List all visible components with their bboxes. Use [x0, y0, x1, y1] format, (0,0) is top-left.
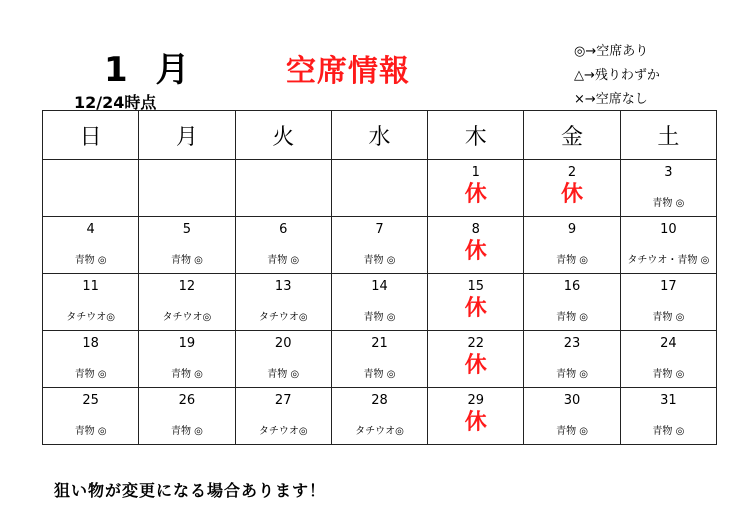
calendar-day-cell [43, 274, 139, 331]
seat-status: 青物 ◎ [267, 255, 300, 266]
as-of-date: 12/24時点 [74, 93, 157, 112]
day-number: 26 [178, 393, 196, 408]
seat-status: 青物 ◎ [74, 255, 107, 266]
seat-status: タチウオ◎ [258, 426, 308, 437]
seat-status: 青物 ◎ [363, 312, 396, 323]
calendar-day-cell [428, 331, 524, 388]
calendar-day-cell [331, 217, 427, 274]
weekday-header: 日 [43, 111, 139, 160]
day-number [43, 165, 138, 181]
calendar-day-cell [428, 160, 524, 217]
seat-status: 青物 ◎ [556, 312, 588, 323]
seat-status: 青物 ◎ [556, 369, 588, 380]
day-number: 21 [371, 336, 388, 351]
seat-status: 青物 ◎ [363, 255, 396, 266]
seat-status: 青物 ◎ [170, 426, 203, 437]
calendar-day-cell [524, 160, 620, 217]
seat-status: 青物 ◎ [652, 198, 685, 209]
closed-mark: 休 [464, 182, 487, 207]
seat-status: 青物 ◎ [267, 369, 300, 380]
calendar-day-cell [139, 331, 235, 388]
calendar-day-cell [43, 217, 139, 274]
seat-status: 青物 ◎ [652, 369, 685, 380]
closed-mark: 休 [464, 353, 487, 378]
calendar-week-row [43, 274, 717, 331]
calendar-day-cell [620, 274, 716, 331]
calendar-day-cell [43, 388, 139, 445]
calendar-day-cell [524, 217, 620, 274]
day-number: 8 [471, 222, 480, 237]
calendar-day-cell [235, 274, 331, 331]
weekday-header: 木 [428, 111, 524, 160]
calendar-day-cell [620, 217, 716, 274]
seat-status: タチウオ◎ [162, 312, 212, 323]
calendar-table [42, 110, 717, 445]
day-number: 25 [82, 393, 99, 408]
day-number: 6 [279, 222, 288, 237]
seat-status: タチウオ◎ [258, 312, 308, 323]
weekday-header: 土 [620, 111, 716, 160]
day-number: 17 [660, 279, 677, 294]
day-number: 22 [467, 336, 485, 351]
calendar-day-cell [331, 331, 427, 388]
day-number [236, 165, 331, 181]
calendar-week-row [43, 217, 717, 274]
seat-status: 青物 ◎ [170, 369, 203, 380]
day-number: 1 [471, 165, 480, 180]
closed-mark: 休 [464, 296, 487, 321]
day-number [139, 165, 234, 181]
day-number: 23 [563, 336, 581, 351]
seat-status: 青物 ◎ [170, 255, 203, 266]
day-number: 3 [664, 165, 673, 180]
seat-status: 青物 ◎ [363, 369, 396, 380]
month-heading: 1 月 [104, 50, 198, 90]
calendar-day-cell [620, 388, 716, 445]
seat-status: 青物 ◎ [556, 426, 588, 437]
page-title: 空席情報 [286, 54, 410, 89]
calendar-day-cell [620, 331, 716, 388]
day-number: 11 [82, 279, 99, 294]
seat-status: 青物 ◎ [74, 426, 107, 437]
closed-mark: 休 [464, 239, 487, 264]
calendar-day-cell [428, 217, 524, 274]
calendar-day-cell [524, 274, 620, 331]
calendar-week-row [43, 388, 717, 445]
calendar-day-cell [235, 160, 331, 217]
calendar-day-cell [235, 217, 331, 274]
day-number: 31 [660, 393, 677, 408]
seat-status: 青物 ◎ [556, 255, 588, 266]
calendar-day-cell [43, 331, 139, 388]
day-number: 13 [274, 279, 292, 294]
day-number: 28 [371, 393, 388, 408]
calendar-day-cell [524, 388, 620, 445]
day-number: 2 [567, 165, 577, 180]
weekday-header: 火 [235, 111, 331, 160]
day-number: 27 [274, 393, 292, 408]
day-number: 19 [178, 336, 196, 351]
legend-item-full: ×→空席なし [574, 92, 648, 107]
calendar-week-row [43, 160, 717, 217]
calendar-day-cell [139, 388, 235, 445]
seat-status: タチウオ◎ [355, 426, 404, 437]
calendar-day-cell [428, 388, 524, 445]
calendar-day-cell [43, 160, 139, 217]
legend [574, 40, 660, 112]
day-number: 24 [660, 336, 677, 351]
seat-status: タチウオ・青物 ◎ [627, 255, 710, 266]
legend-item-available: ◎→空席あり [574, 44, 649, 59]
day-number: 16 [563, 279, 581, 294]
day-number: 15 [467, 279, 485, 294]
seat-status: 青物 ◎ [652, 312, 685, 323]
seat-status: 青物 ◎ [652, 426, 685, 437]
footer-note: 狙い物が変更になる場合あります！ [54, 481, 327, 500]
legend-item-few-left: △→残りわずか [574, 68, 660, 83]
closed-mark: 休 [464, 410, 487, 435]
calendar-week-row [43, 331, 717, 388]
day-number: 30 [563, 393, 581, 408]
calendar-day-cell [139, 217, 235, 274]
day-number: 12 [178, 279, 196, 294]
calendar-day-cell [235, 388, 331, 445]
day-number: 14 [371, 279, 388, 294]
calendar-day-cell [331, 274, 427, 331]
calendar-day-cell [331, 160, 427, 217]
day-number [332, 165, 427, 181]
calendar-day-cell [620, 160, 716, 217]
day-number: 29 [467, 393, 485, 408]
calendar-day-cell [331, 388, 427, 445]
calendar-day-cell [235, 331, 331, 388]
seat-status: タチウオ◎ [66, 312, 115, 323]
calendar-day-cell [139, 274, 235, 331]
day-number: 7 [375, 222, 384, 237]
day-number: 10 [660, 222, 677, 237]
day-number: 18 [82, 336, 99, 351]
weekday-header: 月 [139, 111, 235, 160]
weekday-header-row [43, 111, 717, 160]
closed-mark: 休 [561, 182, 584, 207]
weekday-header: 金 [524, 111, 620, 160]
calendar-day-cell [139, 160, 235, 217]
calendar-day-cell [428, 274, 524, 331]
day-number: 9 [567, 222, 577, 237]
seat-status: 青物 ◎ [74, 369, 107, 380]
calendar-day-cell [524, 331, 620, 388]
day-number: 20 [274, 336, 292, 351]
day-number: 4 [86, 222, 95, 237]
day-number: 5 [182, 222, 192, 237]
weekday-header: 水 [331, 111, 427, 160]
